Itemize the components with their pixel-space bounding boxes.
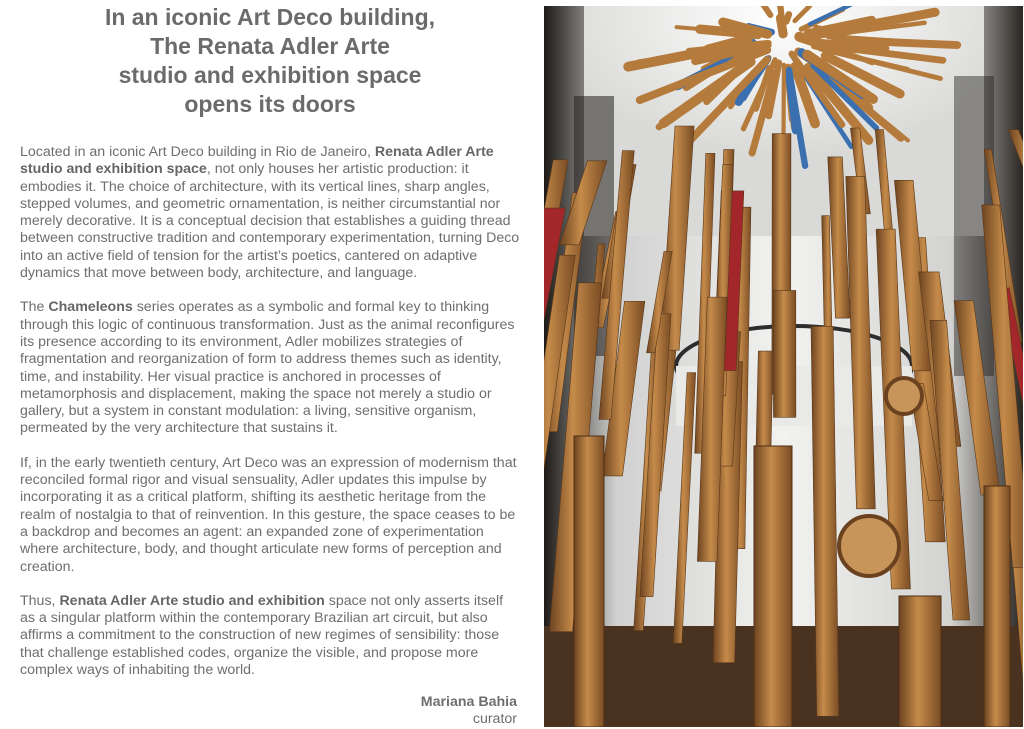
ceiling-rod [786,14,789,21]
page-title [20,3,520,119]
text-run: series operates as a symbolic and formal key to thinking through this logic of continuous transformation. Just as the animal reconfigures its presence according to its environment, Adler mobilizes strategies of fragmentation and reorganization of form to address themes such as identity, time, and instability. Her visual practice is anchored in processes of metamorphosis and displacement, making the space not merely a studio or gallery, but a system in constant modulation: a living, sensitive organism, permeated by the very architecture that sustains it. [20,299,515,437]
text-run: space not only asserts itself as a singular platform within the contemporary Brazilian art circuit, but also affirms a commitment to the construction of new regimes of sensibility: those that challenge established codes, organize the visible, and propose more complex ways of inhabiting the world. [20,592,504,679]
foreground-totem [574,436,604,727]
article-body [20,144,520,679]
signature-name: Mariana Bahia [420,694,517,710]
paragraph [20,144,520,282]
bold-run: Renata Adler Arte studio and exhibition space [20,144,494,178]
signature [421,694,517,728]
paragraph [20,299,520,437]
text-run: , not only houses her artistic production: it embodies it. The choice of architecture, with its vertical lines, sharp angles, stepped volumes, and geometric ornamentation, is neither circumstantial nor merely decorative. It is a conceptual decision that establishes a guiding thread between constructive tradition and contemporary experimentation, turning Deco into an active field of tension for the artist’s poetics, cantered on adaptive dynamics that move between body, architecture, and language. [20,161,520,282]
installation-photo [544,6,1023,727]
paragraph [20,455,520,576]
ceiling-rod [799,37,820,44]
ceiling-rod [806,33,850,35]
text-run: The [20,299,49,316]
article-column [20,0,520,729]
foreground-totem [754,446,792,727]
title-line: studio and exhibition space [118,62,422,88]
foreground-totem [899,596,941,727]
text-run: Thus, [20,592,60,609]
paragraph [20,593,520,679]
hanging-sculpture [773,290,795,417]
ceiling-rod [779,6,783,24]
wooden-disc [886,378,922,414]
bold-run: Renata Adler Arte studio and exhibition [59,592,325,609]
text-run: Located in an iconic Art Deco building in Rio de Janeiro, [20,144,375,160]
signature-role: curator [472,711,517,727]
photo-illustration [544,6,1023,727]
title-line: In an iconic Art Deco building, [104,4,436,30]
text-run: If, in the early twentieth century, Art Deco was an expression of modernism that reconciled formal rigor and visual sensuality, Adler updates this impulse by incorporating it as a critical platform, shifting its aesthetic heritage from the realm of nostalgia to that of reinvention. In this gesture, the space ceases to be a backdrop and becomes an agent: an expanded zone of experimentation where architecture, body, and thought articulate new forms of perception and creation. [20,454,517,575]
foreground-totem [984,486,1010,727]
title-line: opens its doors [184,91,356,117]
title-line: The Renata Adler Arte [150,33,390,59]
wooden-disc [839,516,899,576]
bold-run: Chameleons [48,299,133,316]
